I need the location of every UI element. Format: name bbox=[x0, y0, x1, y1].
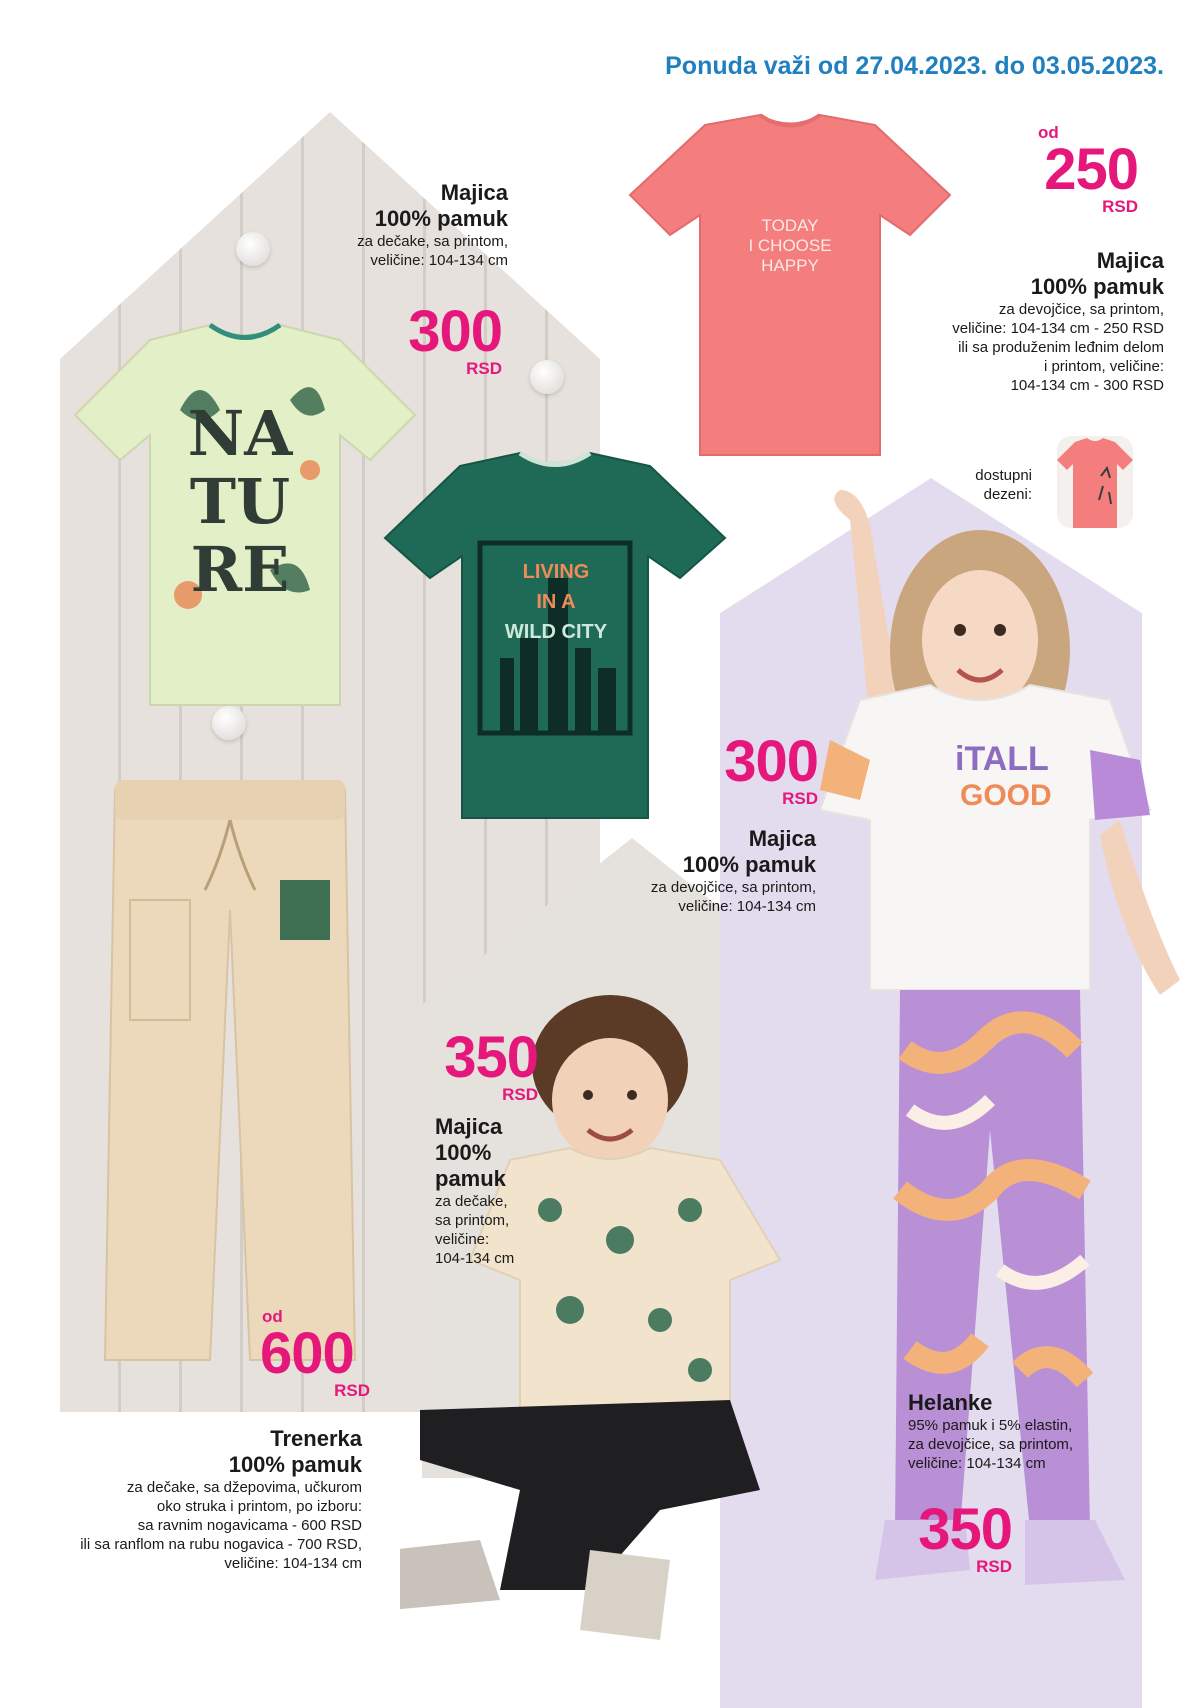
product-title: Helanke bbox=[908, 1390, 993, 1415]
price-value: 300 bbox=[724, 729, 818, 794]
product-desc: veličine: 104-134 cm bbox=[370, 252, 508, 269]
price-currency: RSD bbox=[1102, 197, 1138, 216]
price-value: 250 bbox=[1044, 137, 1138, 202]
product-desc: veličine: 104-134 cm - 250 RSD bbox=[952, 320, 1164, 337]
product-title: Majica bbox=[748, 826, 816, 851]
product-desc: za devojčice, sa printom, bbox=[650, 879, 816, 896]
price-value: 350 bbox=[918, 1497, 1012, 1562]
product-material: pamuk bbox=[435, 1166, 506, 1191]
product-material: 100% pamuk bbox=[1030, 274, 1164, 299]
product-desc: veličine: 104-134 cm bbox=[908, 1455, 1046, 1472]
price-currency: RSD bbox=[976, 1557, 1012, 1576]
price-currency: RSD bbox=[502, 1085, 538, 1104]
product-desc: ili sa produženim leđnim delom bbox=[958, 339, 1164, 356]
white-tshirt-price bbox=[650, 729, 818, 808]
nature-print: NA TU RE bbox=[187, 397, 293, 606]
offer-validity: Ponuda važi od 27.04.2023. do 03.05.2023. bbox=[665, 52, 1164, 80]
product-desc: 104-134 cm bbox=[435, 1250, 515, 1267]
product-desc: veličine: 104-134 cm bbox=[224, 1555, 362, 1572]
boy-tshirts-price bbox=[340, 299, 502, 378]
price-value: 350 bbox=[444, 1025, 538, 1090]
product-desc: veličine: bbox=[435, 1231, 490, 1248]
product-material: 100% pamuk bbox=[228, 1452, 362, 1477]
price-value: 300 bbox=[408, 299, 502, 364]
boy-printed-tshirt-price bbox=[400, 1025, 538, 1104]
product-desc: 95% pamuk i 5% elastin, bbox=[908, 1417, 1073, 1434]
product-desc: veličine: 104-134 cm bbox=[678, 898, 816, 915]
city-print: LIVING IN A WILD CITY bbox=[504, 561, 608, 643]
product-title: Majica bbox=[1096, 248, 1164, 273]
product-desc: za dečake, sa printom, bbox=[357, 233, 508, 250]
leggings-info bbox=[908, 1390, 1158, 1473]
product-desc: za dečake, bbox=[435, 1193, 508, 1210]
hanger-hook-icon bbox=[530, 360, 564, 394]
product-desc: za devojčice, sa printom, bbox=[998, 301, 1164, 318]
price-currency: RSD bbox=[334, 1381, 370, 1400]
boy-printed-tshirt-info bbox=[435, 1114, 585, 1268]
product-title: Majica bbox=[440, 180, 508, 205]
svg-text:iTALL: iTALL bbox=[955, 740, 1049, 778]
product-material: 100% pamuk bbox=[682, 852, 816, 877]
product-desc: i printom, veličine: bbox=[1043, 358, 1164, 375]
product-title: Trenerka bbox=[270, 1426, 362, 1451]
svg-text:GOOD: GOOD bbox=[960, 779, 1052, 812]
product-desc: za dečake, sa džepovima, učkurom bbox=[126, 1479, 362, 1496]
boy-tshirts-info bbox=[240, 180, 508, 270]
price-prefix: od bbox=[1038, 123, 1059, 142]
product-title: Majica bbox=[435, 1114, 503, 1139]
pink-shirt-print: TODAY I CHOOSE HAPPY bbox=[748, 216, 832, 275]
product-desc: ili sa ranflom na rubu nogavica - 700 RSD, bbox=[80, 1536, 362, 1553]
price-value: 600 bbox=[260, 1321, 354, 1386]
product-desc: sa printom, bbox=[435, 1212, 510, 1229]
trousers-price bbox=[260, 1308, 370, 1400]
pink-tshirt-price bbox=[960, 124, 1138, 216]
leggings-price bbox=[900, 1497, 1012, 1576]
price-currency: RSD bbox=[466, 359, 502, 378]
product-desc: 104-134 cm - 300 RSD bbox=[1010, 377, 1164, 394]
product-desc: za devojčice, sa printom, bbox=[908, 1436, 1074, 1453]
beige-trousers-image bbox=[90, 760, 370, 1386]
product-material: 100% bbox=[435, 1140, 492, 1165]
white-tshirt-info bbox=[560, 826, 816, 916]
pink-tshirt-info bbox=[864, 248, 1164, 395]
product-material: 100% pamuk bbox=[374, 206, 508, 231]
product-desc: sa ravnim nogavicama - 600 RSD bbox=[137, 1517, 362, 1534]
product-desc: oko struka i printom, po izboru: bbox=[156, 1498, 362, 1515]
price-currency: RSD bbox=[782, 789, 818, 808]
trousers-info bbox=[20, 1426, 362, 1573]
price-prefix: od bbox=[262, 1307, 283, 1326]
available-patterns-label: dostupni dezeni: bbox=[975, 467, 1032, 503]
